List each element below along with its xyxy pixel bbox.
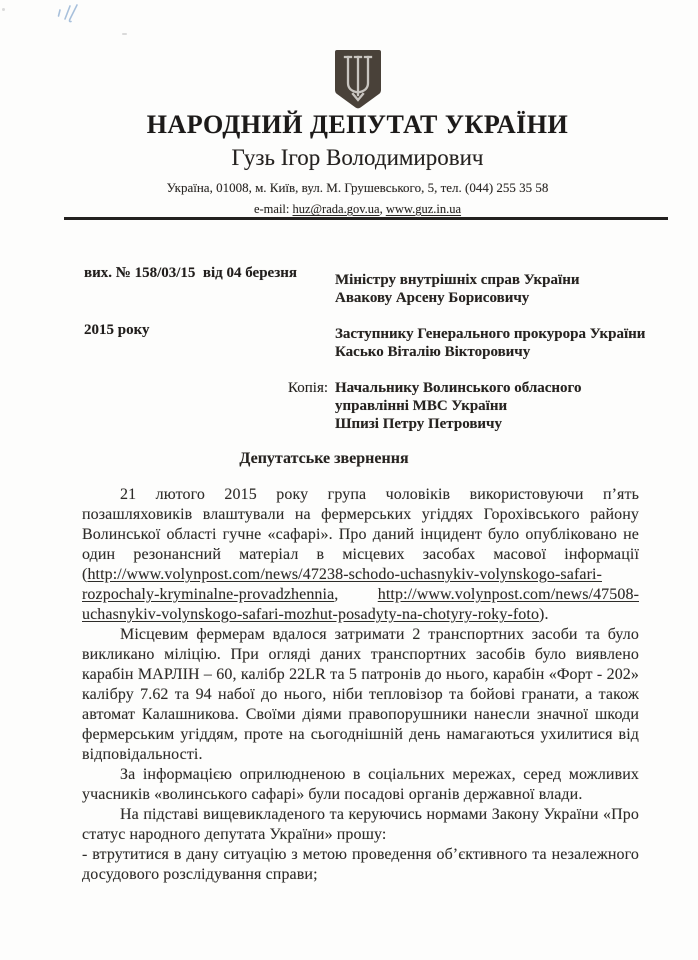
addressee-name: Шпизі Петру Петровичу bbox=[335, 416, 503, 432]
ukraine-trident-shield-icon bbox=[330, 48, 386, 112]
addressee-copy bbox=[288, 379, 665, 433]
address-line: Україна, 01008, м. Київ, вул. М. Грушевського, 5, тел. (044) 255 35 58 bbox=[166, 180, 549, 195]
addressee-name: Авакову Арсену Борисовичу bbox=[335, 290, 530, 306]
scan-speck bbox=[122, 33, 127, 35]
addressee-position-2: управлінні МВС України bbox=[335, 398, 508, 414]
paragraph-incident bbox=[82, 485, 639, 625]
request-item-1: - втрутитися в дану ситуацію з метою проведення об’єктивного та незалежного досудового розслідування справи; bbox=[82, 846, 639, 883]
addressee-position: Начальнику Волинського обласного bbox=[335, 380, 582, 396]
addressee-position: Заступнику Генерального прокурора України bbox=[335, 326, 646, 342]
url-separator: , bbox=[334, 586, 378, 603]
copy-label: Копія: bbox=[288, 380, 329, 396]
email-separator: , bbox=[379, 202, 386, 216]
reference-line-2: 2015 року bbox=[84, 322, 150, 338]
paragraph-weapons: Місцевим фермерам вдалося затримати 2 транспортних засоби та було викликано міліцію. При огляді даних транспортних засобів було виявлено карабін МАРЛІН – 60, калібр 22LR та 5 патронів до нього, карабін «Форт - 202» калібру 7.62 та 94 набої до нього, ніби тепловізор та бойові гранати, а також автомат Калашникова. Своїми діями правопорушники нанесли значної шкоди фермерським угіддям, проте на сьогоднішній день намагаються ухилитися від відповідальності. bbox=[82, 626, 639, 763]
addressee-deputy-prosecutor bbox=[335, 325, 665, 361]
email-line bbox=[20, 202, 695, 217]
paragraph-request-intro: На підставі вищевикладеного та керуючись нормами Закону України «Про статус народного депутата України» прошу: bbox=[82, 806, 639, 843]
addressees-block bbox=[288, 271, 665, 451]
document-title: Депутатське звернення bbox=[239, 450, 409, 467]
paragraph-text: 21 лютого 2015 року група чоловіків використовуючи п’ять позашляховиків влаштували на фермерських угіддях Горохівського району Волинської області гучне «сафарі». Про даний інцидент було опубліковано не один резонансний матеріал в місцевих засобах масової інформації ( bbox=[82, 486, 639, 583]
website-address: www.guz.in.ua bbox=[385, 202, 462, 216]
addressee-position: Міністру внутрішніх справ України bbox=[335, 272, 580, 288]
letterhead-divider bbox=[64, 217, 668, 220]
reference-line-1: вих. № 158/03/15 від 04 березня bbox=[84, 265, 298, 281]
addressee-name: Касько Віталію Вікторовичу bbox=[335, 344, 531, 360]
paragraph-officials: За інформацією оприлюдненою в соціальних мережах, серед можливих учасників «волинського сафарі» були посадові органів державної влади. bbox=[82, 766, 639, 803]
news-url-1: http://www.volynpost.com/news/47238-schodo-uchasnykiv-volynskogo-safari-rozpochaly-kryminalne-provadzhennia bbox=[82, 566, 602, 603]
deputy-name: Гузь Ігор Володимирович bbox=[231, 145, 484, 170]
paragraph-end: ). bbox=[539, 606, 549, 623]
org-title: НАРОДНИЙ ДЕПУТАТ УКРАЇНИ bbox=[146, 110, 569, 139]
news-url-2: http://www.volynpost.com/news/47508-uchasnykiv-volynskogo-safari-mozhut-posadyty-na-chotyry-roky-foto bbox=[82, 586, 639, 623]
letter-body bbox=[82, 485, 639, 885]
email-address: huz@rada.gov.ua bbox=[292, 202, 380, 216]
reference-number bbox=[84, 226, 297, 378]
handwritten-pen-mark-icon bbox=[48, 2, 92, 36]
addressee-minister bbox=[335, 271, 665, 307]
email-label: e-mail: bbox=[253, 202, 293, 216]
scan-speck bbox=[2, 8, 5, 11]
